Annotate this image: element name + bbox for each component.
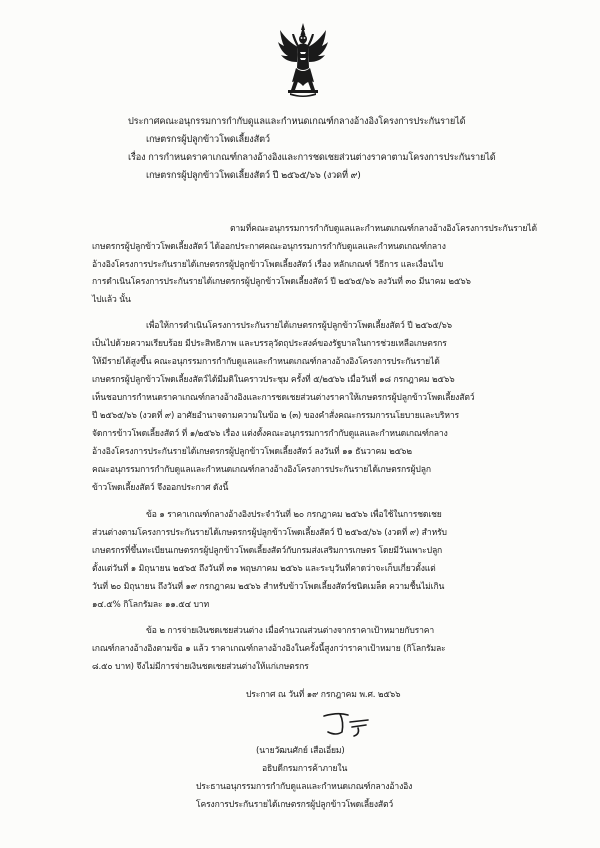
clause-2-line: ข้อ ๒ การจ่ายเงินชดเชยส่วนต่าง เมื่อคำนวณส่วนต่างจากราคาเป้าหมายกับราคา <box>146 626 435 636</box>
signatory-position-line1: อธิบดีกรมการค้าภายใน <box>262 764 348 774</box>
subject-line2: เกษตรกรผู้ปลูกข้าวโพดเลี้ยงสัตว์ ปี ๒๕๖๕/๖๖ (งวดที่ ๙) <box>146 170 361 181</box>
paragraph-2-line: เพื่อให้การดำเนินโครงการประกันรายได้เกษตรกรผู้ปลูกข้าวโพดเลี้ยงสัตว์ ปี ๒๕๖๕/๖๖ <box>146 321 452 331</box>
signatory-position-line3: โครงการประกันรายได้เกษตรกรผู้ปลูกข้าวโพดเลี้ยงสัตว์ <box>196 800 394 810</box>
paragraph-1-line: การดำเนินโครงการประกันรายได้เกษตรกรผู้ปลูกข้าวโพดเลี้ยงสัตว์ ปี ๒๕๖๕/๖๖ ลงวันที่ ๓๐ มีนาคม ๒๕๖๖ <box>92 277 471 287</box>
subject-line1: เรื่อง การกำหนดราคาเกณฑ์กลางอ้างอิงและการชดเชยส่วนต่างราคาตามโครงการประกันรายได้ <box>128 152 496 163</box>
paragraph-1-line: เกษตรกรผู้ปลูกข้าวโพดเลี้ยงสัตว์ ได้ออกประกาศคณะอนุกรรมการกำกับดูแลและกำหนดเกณฑ์กลาง <box>92 242 446 252</box>
paragraph-2-line: เป็นไปด้วยความเรียบร้อย มีประสิทธิภาพ และบรรลุวัตถุประสงค์ของรัฐบาลในการช่วยเหลือเกษตรกร <box>92 339 447 349</box>
paragraph-2-line: อ้างอิงโครงการประกันรายได้เกษตรกรผู้ปลูกข้าวโพดเลี้ยงสัตว์ ลงวันที่ ๑๑ ธันวาคม ๒๕๖๒ <box>92 447 412 457</box>
clause-2-line: ๘.๕๐ บาท) จึงไม่มีการจ่ายเงินชดเชยส่วนต่างให้แก่เกษตรกร <box>92 662 309 672</box>
signatory-name: (นายวัฒนศักย์ เสือเอี่ยม) <box>256 746 345 756</box>
paragraph-2-line: เกษตรกรผู้ปลูกข้าวโพดเลี้ยงสัตว์ได้มีมติในคราวประชุม ครั้งที่ ๕/๒๕๖๖ เมื่อวันที่ ๑๘ กรกฎาคม ๒๕๖๖ <box>92 375 455 385</box>
paragraph-2-line: เห็นชอบการกำหนดราคาเกณฑ์กลางอ้างอิงและการชดเชยส่วนต่างราคาให้เกษตรกรผู้ปลูกข้าวโพดเลี้ยงสัตว์ <box>92 393 475 403</box>
garuda-emblem-icon <box>278 22 328 98</box>
announcement-title-line2: เกษตรกรผู้ปลูกข้าวโพดเลี้ยงสัตว์ <box>146 134 270 145</box>
paragraph-2-line: ให้มีรายได้สูงขึ้น คณะอนุกรรมการกำกับดูแลและกำหนดเกณฑ์กลางอ้างอิงโครงการประกันรายได้ <box>92 357 440 367</box>
clause-1-line: วันที่ ๒๐ มิถุนายน ถึงวันที่ ๑๙ กรกฎาคม ๒๕๖๖ สำหรับข้าวโพดเลี้ยงสัตว์ชนิดเมล็ด ความชื้นไม่เกิน <box>92 582 445 592</box>
paragraph-1-line: อ้างอิงโครงการประกันรายได้เกษตรกรผู้ปลูกข้าวโพดเลี้ยงสัตว์ เรื่อง หลักเกณฑ์ วิธีการ และเงื่อนไข <box>92 260 444 270</box>
paragraph-1-line: ไปแล้ว นั้น <box>92 295 131 305</box>
clause-2-line: เกณฑ์กลางอ้างอิงตามข้อ ๑ แล้ว ราคาเกณฑ์กลางอ้างอิงในครั้งนี้สูงกว่าราคาเป้าหมาย (กิโลกรัมละ <box>92 644 446 654</box>
paragraph-1-line: ตามที่คณะอนุกรรมการกำกับดูแลและกำหนดเกณฑ์กลางอ้างอิงโครงการประกันรายได้ <box>230 224 537 234</box>
clause-1-line: ส่วนต่างตามโครงการประกันรายได้เกษตรกรผู้ปลูกข้าวโพดเลี้ยงสัตว์ ปี ๒๕๖๕/๖๖ (งวดที่ ๙) สำหรับ <box>92 528 447 538</box>
clause-1-line: ข้อ ๑ ราคาเกณฑ์กลางอ้างอิงประจำวันที่ ๒๐ กรกฎาคม ๒๕๖๖ เพื่อใช้ในการชดเชย <box>146 510 442 520</box>
paragraph-2-line: ข้าวโพดเลี้ยงสัตว์ จึงออกประกาศ ดังนี้ <box>92 483 229 493</box>
clause-1-line: ตั้งแต่วันที่ ๑ มิถุนายน ๒๕๖๕ ถึงวันที่ ๓๑ พฤษภาคม ๒๕๖๖ และระบุวันที่คาดว่าจะเก็บเกี่ยวตั้งแต่ <box>92 564 436 574</box>
clause-1-line: ๑๔.๕% กิโลกรัมละ ๑๑.๕๔ บาท <box>92 600 210 610</box>
paragraph-2-line: ปี ๒๕๖๕/๖๖ (งวดที่ ๙) อาศัยอำนาจตามความในข้อ ๒ (๓) ของคำสั่งคณะกรรมการนโยบายและบริหาร <box>92 411 459 421</box>
handwritten-signature <box>318 710 378 740</box>
announcement-title-line1: ประกาศคณะอนุกรรมการกำกับดูแลและกำหนดเกณฑ์กลางอ้างอิงโครงการประกันรายได้ <box>128 116 466 127</box>
paragraph-2-line: คณะอนุกรรมการกำกับดูแลและกำหนดเกณฑ์กลางอ้างอิงโครงการประกันรายได้เกษตรกรผู้ปลูก <box>92 465 431 475</box>
announced-date: ประกาศ ณ วันที่ ๑๙ กรกฎาคม พ.ศ. ๒๕๖๖ <box>246 690 401 700</box>
clause-1-line: เกษตรกรที่ขึ้นทะเบียนเกษตรกรผู้ปลูกข้าวโพดเลี้ยงสัตว์กับกรมส่งเสริมการเกษตร โดยมีวันเพาะปลูก <box>92 546 443 556</box>
paragraph-2-line: จัดการข้าวโพดเลี้ยงสัตว์ ที่ ๑/๒๕๖๖ เรื่อง แต่งตั้งคณะอนุกรรมการกำกับดูแลและกำหนดเกณฑ์กลาง <box>92 429 448 439</box>
signatory-position-line2: ประธานอนุกรรมการกำกับดูแลและกำหนดเกณฑ์กลางอ้างอิง <box>196 782 413 792</box>
